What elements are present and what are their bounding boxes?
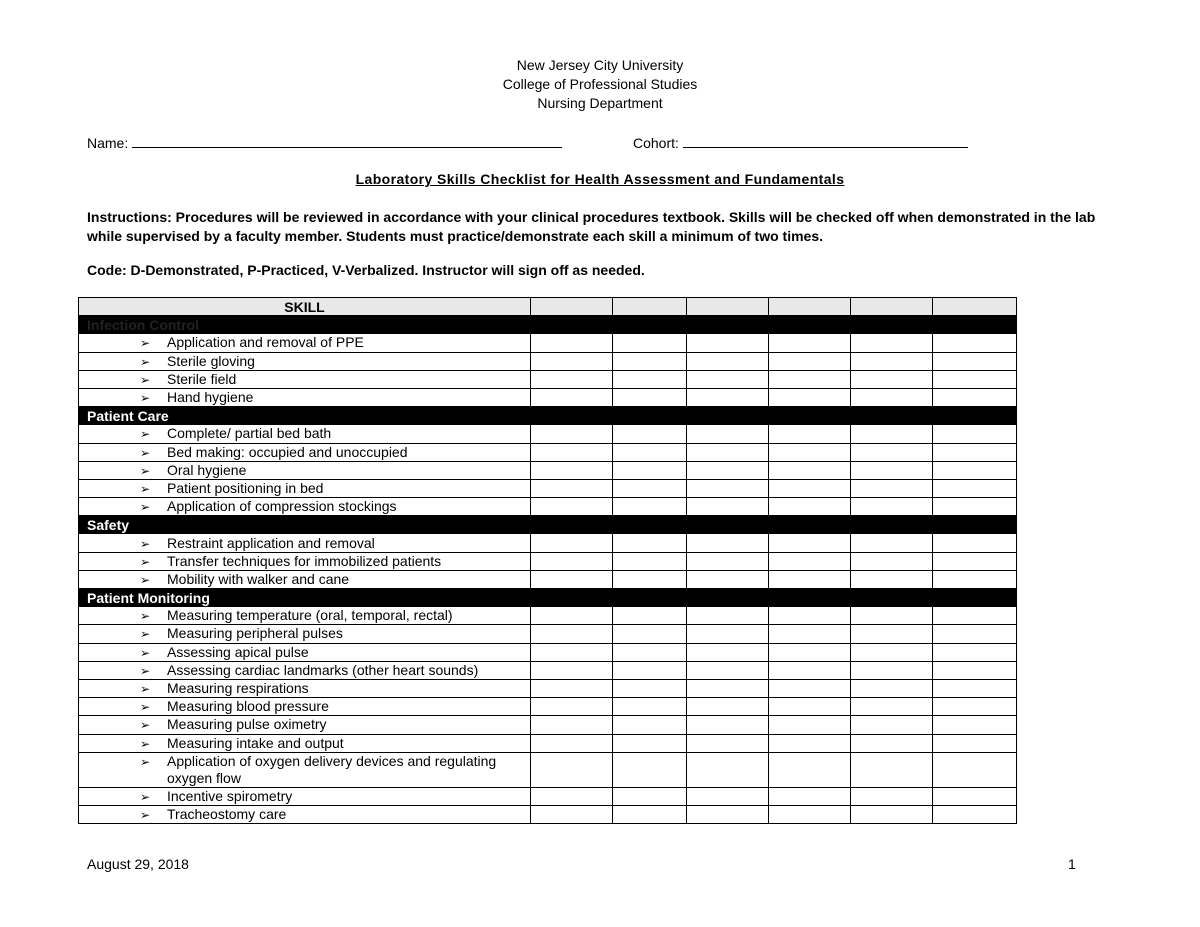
signoff-cell[interactable] (851, 734, 933, 752)
skill-row (79, 752, 1017, 787)
skill-cell (79, 425, 531, 443)
signoff-cell[interactable] (531, 479, 613, 497)
signoff-cell[interactable] (613, 625, 687, 643)
arrow-bullet-icon: ➢ (140, 609, 151, 624)
signoff-cell[interactable] (769, 787, 851, 805)
skill-row (79, 787, 1017, 805)
skill-cell (79, 787, 531, 805)
arrow-bullet-icon: ➢ (140, 372, 151, 387)
signoff-cell[interactable] (687, 698, 769, 716)
signoff-cell[interactable] (687, 716, 769, 734)
arrow-bullet-icon: ➢ (140, 427, 151, 442)
signoff-cell[interactable] (687, 498, 769, 516)
signoff-cell[interactable] (933, 370, 1017, 388)
skill-cell (79, 479, 531, 497)
skill-cell (79, 661, 531, 679)
signoff-cell[interactable] (769, 552, 851, 570)
skill-label: Assessing apical pulse (167, 643, 309, 660)
signoff-cell[interactable] (531, 734, 613, 752)
skill-cell (79, 534, 531, 552)
signoff-cell[interactable] (851, 625, 933, 643)
signoff-cell[interactable] (769, 734, 851, 752)
signoff-cell[interactable] (687, 661, 769, 679)
skill-cell (79, 698, 531, 716)
signoff-column-header (769, 298, 851, 316)
signoff-cell[interactable] (769, 479, 851, 497)
signoff-cell[interactable] (851, 752, 933, 787)
signoff-cell[interactable] (933, 607, 1017, 625)
signoff-cell[interactable] (851, 534, 933, 552)
skill-row (79, 334, 1017, 352)
skill-row (79, 716, 1017, 734)
signoff-cell[interactable] (851, 661, 933, 679)
signoff-cell[interactable] (933, 479, 1017, 497)
signoff-cell[interactable] (769, 625, 851, 643)
arrow-bullet-icon: ➢ (140, 718, 151, 733)
skill-label: Oral hygiene (167, 461, 247, 478)
skill-label: Bed making: occupied and unoccupied (167, 443, 408, 460)
skill-cell (79, 370, 531, 388)
signoff-cell[interactable] (851, 352, 933, 370)
signoff-cell[interactable] (613, 498, 687, 516)
skill-label: Assessing cardiac landmarks (other heart sounds) (167, 661, 479, 678)
section-header-row (79, 589, 1017, 607)
signoff-cell[interactable] (933, 388, 1017, 406)
section-title: Patient Monitoring (79, 589, 1017, 607)
skill-row (79, 534, 1017, 552)
department-name: Nursing Department (537, 95, 663, 111)
skill-label: Measuring peripheral pulses (167, 625, 343, 642)
signoff-cell[interactable] (933, 716, 1017, 734)
arrow-bullet-icon: ➢ (140, 445, 151, 460)
signoff-cell[interactable] (769, 805, 851, 823)
signoff-cell[interactable] (531, 607, 613, 625)
signoff-cell[interactable] (613, 352, 687, 370)
signoff-cell[interactable] (613, 425, 687, 443)
footer-date: August 29, 2018 (87, 856, 189, 872)
signoff-cell[interactable] (613, 479, 687, 497)
signoff-cell[interactable] (851, 643, 933, 661)
signoff-cell[interactable] (851, 461, 933, 479)
skill-row (79, 370, 1017, 388)
signoff-cell[interactable] (531, 570, 613, 588)
signoff-cell[interactable] (769, 534, 851, 552)
signoff-cell[interactable] (769, 498, 851, 516)
cohort-label: Cohort: (633, 135, 679, 151)
signoff-cell[interactable] (613, 716, 687, 734)
section-header-row (79, 407, 1017, 425)
arrow-bullet-icon: ➢ (140, 789, 151, 804)
name-blank-line[interactable] (132, 134, 562, 148)
arrow-bullet-icon: ➢ (140, 627, 151, 642)
skill-label: Measuring intake and output (167, 734, 344, 751)
signoff-cell[interactable] (687, 334, 769, 352)
signoff-cell[interactable] (531, 787, 613, 805)
signoff-cell[interactable] (769, 698, 851, 716)
skill-cell (79, 805, 531, 823)
arrow-bullet-icon: ➢ (140, 645, 151, 660)
name-field[interactable] (87, 134, 562, 152)
arrow-bullet-icon: ➢ (140, 463, 151, 478)
signoff-cell[interactable] (851, 370, 933, 388)
section-header-row (79, 516, 1017, 534)
signoff-cell[interactable] (933, 661, 1017, 679)
skill-cell (79, 679, 531, 697)
signoff-cell[interactable] (933, 534, 1017, 552)
signoff-cell[interactable] (933, 461, 1017, 479)
skill-label: Patient positioning in bed (167, 479, 324, 496)
section-title: Patient Care (79, 407, 1017, 425)
signoff-cell[interactable] (933, 570, 1017, 588)
arrow-bullet-icon: ➢ (140, 354, 151, 369)
signoff-cell[interactable] (531, 370, 613, 388)
signoff-cell[interactable] (687, 388, 769, 406)
signoff-cell[interactable] (933, 752, 1017, 787)
skill-cell (79, 607, 531, 625)
signoff-cell[interactable] (687, 787, 769, 805)
signoff-cell[interactable] (851, 787, 933, 805)
signoff-cell[interactable] (531, 661, 613, 679)
signoff-cell[interactable] (933, 625, 1017, 643)
signoff-cell[interactable] (687, 643, 769, 661)
skill-cell (79, 625, 531, 643)
skill-cell (79, 461, 531, 479)
page-number: 1 (1068, 856, 1076, 872)
signoff-cell[interactable] (531, 805, 613, 823)
signoff-cell[interactable] (613, 388, 687, 406)
signoff-cell[interactable] (613, 552, 687, 570)
skill-row (79, 552, 1017, 570)
signoff-cell[interactable] (531, 643, 613, 661)
signoff-cell[interactable] (531, 352, 613, 370)
signoff-cell[interactable] (531, 552, 613, 570)
name-label: Name: (87, 135, 129, 151)
signoff-cell[interactable] (531, 425, 613, 443)
signoff-cell[interactable] (531, 443, 613, 461)
signoff-cell[interactable] (851, 570, 933, 588)
skill-cell (79, 716, 531, 734)
signoff-cell[interactable] (933, 443, 1017, 461)
cohort-blank-line[interactable] (683, 134, 968, 148)
skill-cell (79, 570, 531, 588)
signoff-cell[interactable] (769, 643, 851, 661)
skill-cell (79, 643, 531, 661)
signoff-cell[interactable] (933, 498, 1017, 516)
signoff-column-header (933, 298, 1017, 316)
signoff-cell[interactable] (613, 752, 687, 787)
skill-row (79, 643, 1017, 661)
arrow-bullet-icon: ➢ (140, 554, 151, 569)
signoff-cell[interactable] (769, 570, 851, 588)
signoff-cell[interactable] (851, 479, 933, 497)
skill-cell (79, 352, 531, 370)
signoff-cell[interactable] (851, 443, 933, 461)
signoff-cell[interactable] (613, 370, 687, 388)
signoff-cell[interactable] (933, 805, 1017, 823)
skill-row (79, 661, 1017, 679)
skill-cell (79, 443, 531, 461)
signoff-cell[interactable] (769, 679, 851, 697)
arrow-bullet-icon: ➢ (140, 572, 151, 587)
college-name: College of Professional Studies (502, 76, 698, 92)
signoff-cell[interactable] (769, 661, 851, 679)
arrow-bullet-icon: ➢ (140, 336, 151, 351)
signoff-cell[interactable] (531, 534, 613, 552)
signoff-cell[interactable] (933, 552, 1017, 570)
signoff-cell[interactable] (851, 698, 933, 716)
signoff-cell[interactable] (769, 443, 851, 461)
skill-row (79, 388, 1017, 406)
signoff-cell[interactable] (851, 425, 933, 443)
signoff-cell[interactable] (613, 607, 687, 625)
signoff-cell[interactable] (933, 352, 1017, 370)
signoff-cell[interactable] (687, 552, 769, 570)
university-name: New Jersey City University (516, 57, 684, 73)
skill-label: Incentive spirometry (167, 787, 293, 804)
skill-row (79, 607, 1017, 625)
signoff-cell[interactable] (933, 698, 1017, 716)
signoff-cell[interactable] (851, 607, 933, 625)
signoff-cell[interactable] (613, 805, 687, 823)
arrow-bullet-icon: ➢ (140, 391, 151, 406)
signoff-cell[interactable] (769, 334, 851, 352)
arrow-bullet-icon: ➢ (140, 663, 151, 678)
signoff-cell[interactable] (531, 698, 613, 716)
signoff-cell[interactable] (687, 443, 769, 461)
signoff-cell[interactable] (687, 607, 769, 625)
signoff-cell[interactable] (769, 752, 851, 787)
skill-cell (79, 734, 531, 752)
skill-cell (79, 498, 531, 516)
signoff-column-header (613, 298, 687, 316)
skills-checklist-table (78, 297, 1017, 824)
signoff-cell[interactable] (769, 352, 851, 370)
skill-cell (79, 552, 531, 570)
signoff-cell[interactable] (687, 625, 769, 643)
skill-row (79, 679, 1017, 697)
signoff-cell[interactable] (851, 498, 933, 516)
signoff-cell[interactable] (851, 334, 933, 352)
signoff-cell[interactable] (613, 698, 687, 716)
skill-column-header: SKILL (79, 298, 531, 316)
signoff-cell[interactable] (687, 805, 769, 823)
skill-label: Tracheostomy care (167, 805, 287, 822)
signoff-cell[interactable] (531, 752, 613, 787)
signoff-cell[interactable] (687, 479, 769, 497)
signoff-cell[interactable] (769, 388, 851, 406)
signoff-cell[interactable] (687, 734, 769, 752)
signoff-cell[interactable] (613, 661, 687, 679)
signoff-cell[interactable] (933, 643, 1017, 661)
skill-label: Mobility with walker and cane (167, 570, 350, 587)
instructions-text: Instructions: Procedures will be reviewed in accordance with your clinical procedures textbook. Skills will be checked off when demonstrated in the lab while supervised by a faculty member. Students must practice/demonstrate each skill a minimum of two times. (87, 209, 1096, 244)
skill-row (79, 425, 1017, 443)
signoff-cell[interactable] (613, 334, 687, 352)
skill-row (79, 352, 1017, 370)
skill-label: Sterile gloving (167, 352, 255, 369)
code-legend: Code: D-Demonstrated, P-Practiced, V-Verbalized. Instructor will sign off as needed. (87, 262, 645, 278)
skill-label: Measuring respirations (167, 680, 309, 697)
skill-label: Application of compression stockings (167, 498, 397, 515)
arrow-bullet-icon: ➢ (140, 481, 151, 496)
signoff-cell[interactable] (613, 643, 687, 661)
table-header-row (79, 298, 1017, 316)
signoff-cell[interactable] (531, 461, 613, 479)
skill-label: Transfer techniques for immobilized patients (167, 552, 442, 569)
signoff-cell[interactable] (687, 352, 769, 370)
signoff-cell[interactable] (687, 752, 769, 787)
skill-label: Application and removal of PPE (167, 334, 364, 351)
skill-cell (79, 334, 531, 352)
signoff-cell[interactable] (613, 679, 687, 697)
skill-cell (79, 388, 531, 406)
signoff-cell[interactable] (531, 679, 613, 697)
signoff-cell[interactable] (613, 787, 687, 805)
signoff-cell[interactable] (687, 461, 769, 479)
section-header-row (79, 316, 1017, 334)
signoff-cell[interactable] (851, 716, 933, 734)
signoff-cell[interactable] (851, 388, 933, 406)
signoff-cell[interactable] (851, 552, 933, 570)
signoff-cell[interactable] (531, 334, 613, 352)
signoff-cell[interactable] (769, 461, 851, 479)
skill-label: Hand hygiene (167, 389, 254, 406)
skill-label: Measuring temperature (oral, temporal, rectal) (167, 607, 453, 624)
skill-row (79, 805, 1017, 823)
signoff-cell[interactable] (687, 534, 769, 552)
skill-label: Measuring pulse oximetry (167, 716, 327, 733)
signoff-cell[interactable] (933, 787, 1017, 805)
section-title: Infection Control (79, 316, 1017, 334)
arrow-bullet-icon: ➢ (140, 754, 151, 769)
signoff-cell[interactable] (687, 425, 769, 443)
skill-row (79, 698, 1017, 716)
signoff-cell[interactable] (531, 388, 613, 406)
arrow-bullet-icon: ➢ (140, 700, 151, 715)
skill-row (79, 625, 1017, 643)
signoff-column-header (687, 298, 769, 316)
signoff-cell[interactable] (531, 625, 613, 643)
arrow-bullet-icon: ➢ (140, 500, 151, 515)
skill-label: Measuring blood pressure (167, 698, 329, 715)
arrow-bullet-icon: ➢ (140, 736, 151, 751)
signoff-cell[interactable] (613, 534, 687, 552)
signoff-cell[interactable] (851, 679, 933, 697)
signoff-cell[interactable] (687, 570, 769, 588)
arrow-bullet-icon: ➢ (140, 536, 151, 551)
signoff-cell[interactable] (933, 334, 1017, 352)
skill-row (79, 734, 1017, 752)
skill-row (79, 479, 1017, 497)
signoff-cell[interactable] (613, 570, 687, 588)
skill-row (79, 498, 1017, 516)
signoff-cell[interactable] (613, 734, 687, 752)
signoff-cell[interactable] (933, 679, 1017, 697)
signoff-cell[interactable] (687, 679, 769, 697)
document-title: Laboratory Skills Checklist for Health Assessment and Fundamentals (355, 171, 845, 187)
signoff-cell[interactable] (851, 805, 933, 823)
skill-row (79, 443, 1017, 461)
skill-row (79, 570, 1017, 588)
signoff-cell[interactable] (933, 734, 1017, 752)
signoff-cell[interactable] (769, 425, 851, 443)
skill-label: Complete/ partial bed bath (167, 425, 332, 442)
signoff-cell[interactable] (531, 498, 613, 516)
signoff-cell[interactable] (769, 716, 851, 734)
arrow-bullet-icon: ➢ (140, 682, 151, 697)
signoff-cell[interactable] (613, 443, 687, 461)
skill-label: Restraint application and removal (167, 534, 375, 551)
cohort-field[interactable] (633, 134, 968, 152)
skill-label: Application of oxygen delivery devices and regulating oxygen flow (167, 752, 497, 786)
signoff-cell[interactable] (613, 461, 687, 479)
skill-label: Sterile field (167, 370, 237, 387)
skill-cell (79, 752, 531, 787)
signoff-cell[interactable] (769, 370, 851, 388)
skill-row (79, 461, 1017, 479)
signoff-cell[interactable] (687, 370, 769, 388)
signoff-cell[interactable] (933, 425, 1017, 443)
signoff-cell[interactable] (769, 607, 851, 625)
signoff-cell[interactable] (531, 716, 613, 734)
section-title: Safety (79, 516, 1017, 534)
signoff-column-header (851, 298, 933, 316)
arrow-bullet-icon: ➢ (140, 807, 151, 822)
signoff-column-header (531, 298, 613, 316)
